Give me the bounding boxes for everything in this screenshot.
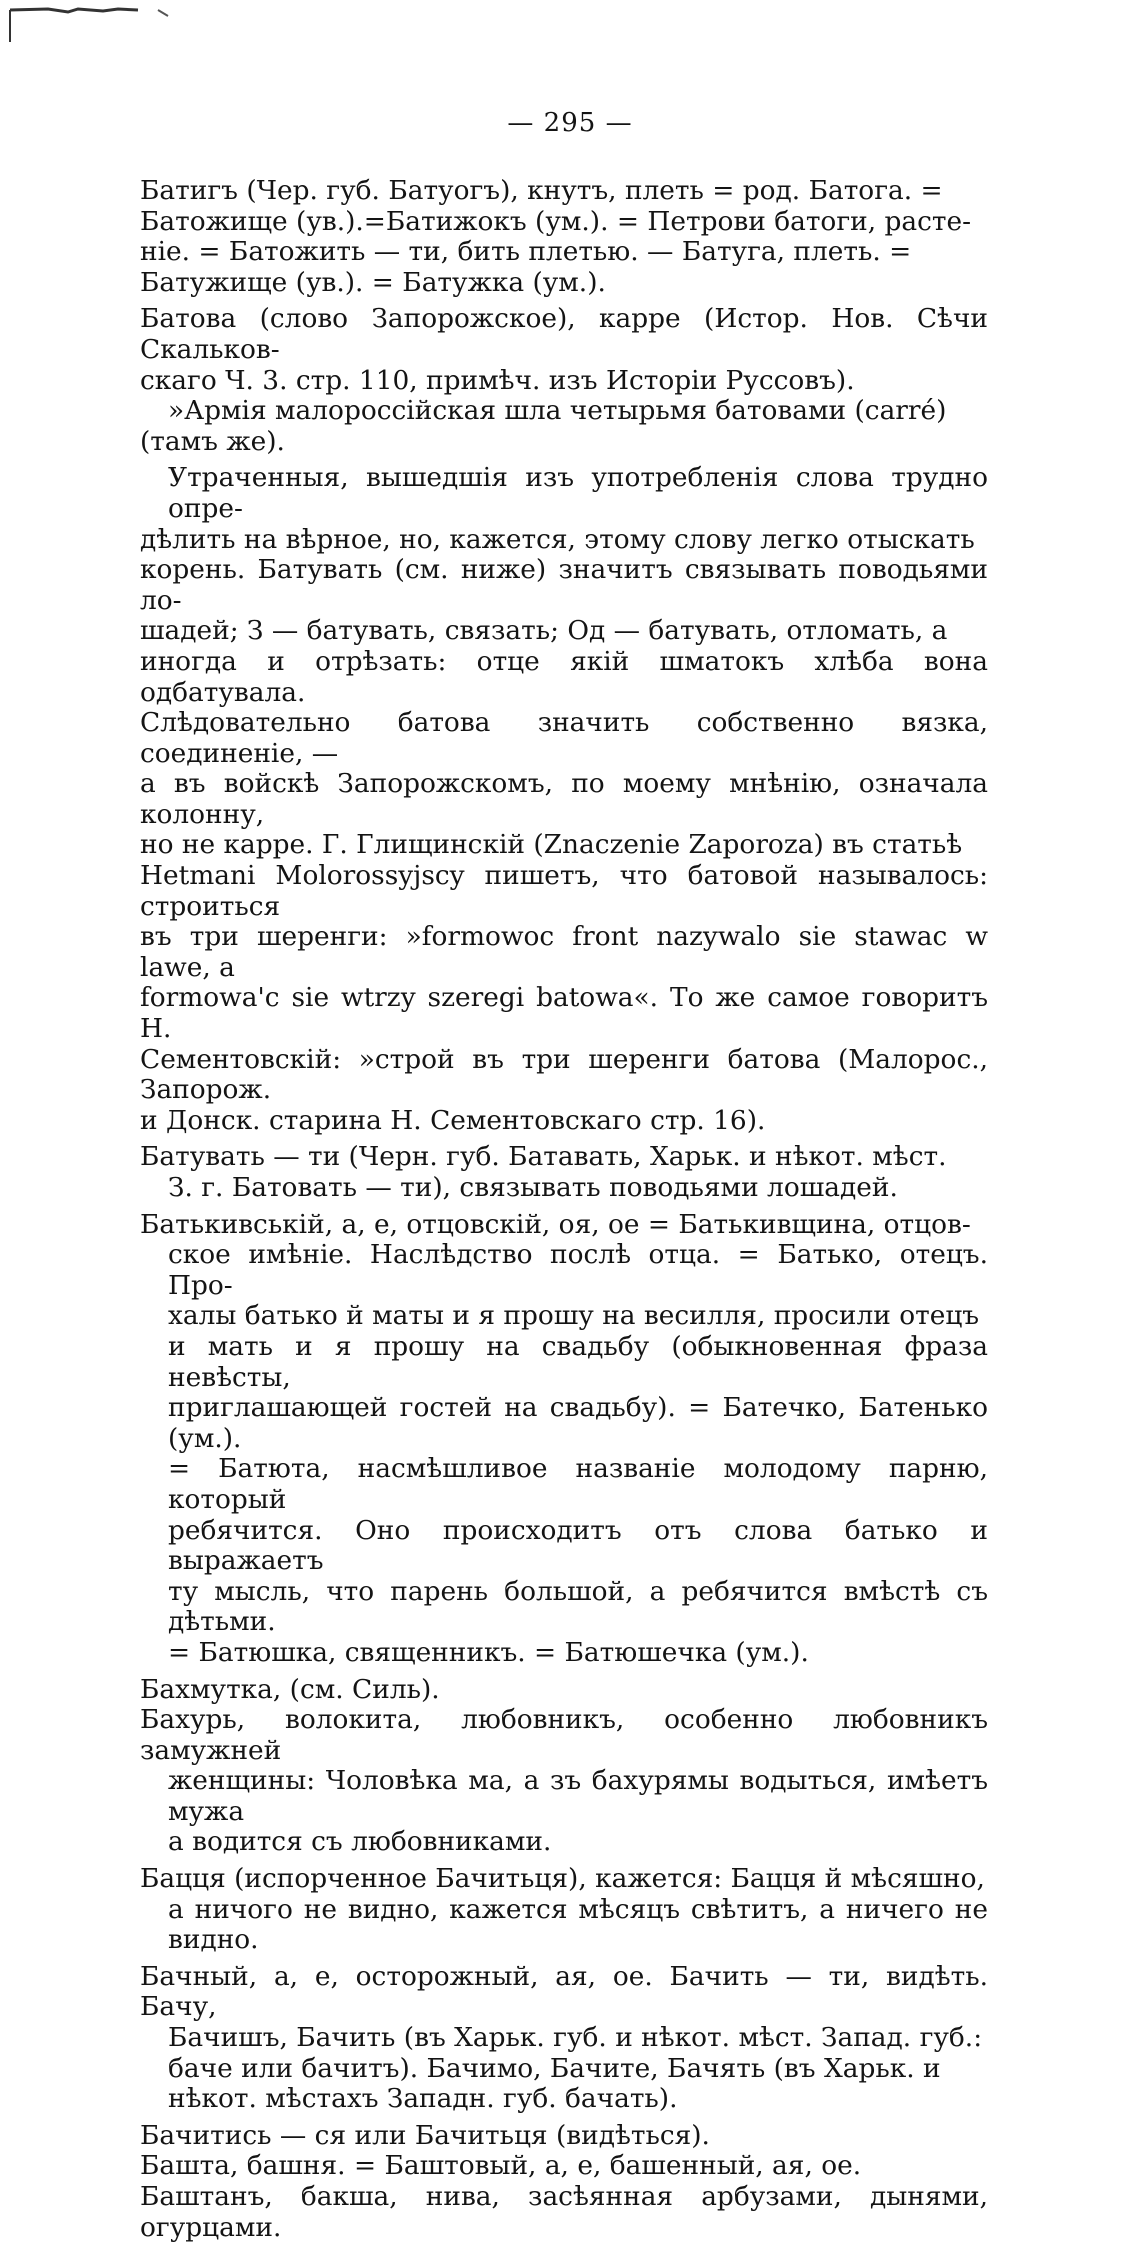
text-line: Сементовскій: »строй въ три шеренги батова (Малорос., Запорож. <box>140 1043 988 1106</box>
text-line: ніе. = Батожить — ти, бить плетью. — Батуга, плеть. = <box>140 236 912 268</box>
entry-bashta <box>140 2151 988 2182</box>
entry-bashtan <box>140 2182 988 2243</box>
text-line: нѣкот. мѣстахъ Западн. губ. бачать). <box>168 2083 678 2115</box>
commentary-paragraph <box>140 463 988 1136</box>
text-line: но не карре. Г. Глищинскій (Znaczenie Zaporoza) въ статьѣ <box>140 829 963 861</box>
text-line: приглашающей гостей на свадьбу). = Батечко, Батенько (ум.). <box>168 1392 988 1454</box>
text-line: Батувать — ти (Черн. губ. Батавать, Харьк. и нѣкот. мѣст. <box>140 1141 947 1173</box>
entry-bakhur <box>140 1705 988 1858</box>
text-line: Баштанъ, бакша, нива, засѣянная арбузами, дынями, огурцами. <box>140 2181 988 2243</box>
text-line: Слѣдовательно батова значить собственно вязка, соединеніе, — <box>140 707 988 769</box>
text-line: Утраченныя, вышедшія изъ употребленія слова трудно опре- <box>168 462 988 524</box>
text-line: Батькивській, а, е, отцовскій, оя, ое = Батькивщина, отцов- <box>140 1208 971 1240</box>
text-line: Батигъ (Чер. губ. Батуогъ), кнутъ, плеть = род. Батога. = <box>140 175 943 206</box>
text-line: Батова (слово Запорожское), карре (Истор. Нов. Сѣчи Скальков- <box>140 303 988 365</box>
text-line: Башта, башня. = Баштовый, а, е, башенный, ая, ое. <box>140 2150 862 2182</box>
text-line: Бахурь, волокита, любовникъ, особенно любовникъ замужней <box>140 1704 988 1766</box>
text-line: а ничого не видно, кажется мѣсяцъ свѣтитъ, а ничего не видно. <box>168 1893 988 1956</box>
text-line: а водится съ любовниками. <box>168 1826 552 1858</box>
text-line: иногда и отрѣзать: отце якій шматокъ хлѣба вона одбатувала. <box>140 645 988 708</box>
text-line: шадей; З — батувать, связать; Од — батувать, отломать, а <box>140 615 948 647</box>
text-line: и мать и я прошу на свадьбу (обыкновенная фраза невѣсты, <box>168 1330 988 1393</box>
text-line: ребячится. Оно происходитъ отъ слова батько и выражаетъ <box>168 1514 988 1577</box>
text-line: скаго Ч. 3. стр. 110, примѣч. изъ Исторіи Руссовъ). <box>140 364 855 396</box>
text-line: Бахмутка, (см. Силь). <box>140 1673 440 1705</box>
text-line: Hetmani Molorossyjscy пишетъ, что батовой называлось: строиться <box>140 860 988 922</box>
text-line: халы батько й маты и я прошу на весилля, просили отецъ <box>168 1300 980 1332</box>
text-line: Бачитись — ся или Бачитьця (видѣться). <box>140 2119 710 2151</box>
text-line: ту мысль, что парень большой, а ребячится вмѣстѣ съ дѣтьми. <box>168 1575 988 1638</box>
text-line: Бачишъ, Бачить (въ Харьк. губ. и нѣкот. мѣст. Запад. губ.: <box>168 2022 983 2054</box>
entry-batuvat <box>140 1142 988 1203</box>
entry-batova <box>140 304 988 396</box>
text-line: (тамъ же). <box>140 425 285 457</box>
text-line: баче или бачитъ). Бачимо, Бачите, Бачять (въ Харьк. и <box>168 2052 941 2084</box>
text-line: въ три шеренги: »formowoc front nazywalo sie stawac w lawe, a <box>140 921 988 983</box>
text-line: а въ войскѣ Запорожскомъ, по моему мнѣнію, означала колонну, <box>140 768 988 830</box>
text-line: дѣлить на вѣрное, но, кажется, этому слову легко отыскать <box>140 523 975 555</box>
entry-batkivskij <box>140 1210 988 1669</box>
text-line: = Батюта, насмѣшливое названіе молодому парню, который <box>168 1453 988 1515</box>
scan-artifact <box>8 6 188 46</box>
dictionary-text <box>140 176 988 2243</box>
text-line: = Батюшка, священникъ. = Батюшечка (ум.). <box>168 1636 809 1668</box>
text-line: »Армія малороссійская шла четырьмя батовами (carré) <box>168 395 947 427</box>
text-line: и Донск. старина Н. Сементовскаго стр. 16). <box>140 1104 766 1136</box>
entry-batig <box>140 176 988 298</box>
text-line: ское имѣніе. Наслѣдство послѣ отца. = Батько, отецъ. Про- <box>168 1239 988 1301</box>
text-line: женщины: Чоловѣка ма, а зъ бахурямы водыться, имѣетъ мужа <box>168 1765 988 1827</box>
text-line: Бачный, а, е, осторожный, ая, ое. Бачить — ти, видѣть. Бачу, <box>140 1960 988 2023</box>
entry-baccya <box>140 1864 988 1956</box>
text-line: formowa'c sie wtrzy szeregi batowa«. То же самое говоритъ Н. <box>140 982 988 1045</box>
text-line: Батожище (ув.).=Батижокъ (ум.). = Петрови батоги, расте- <box>140 205 972 237</box>
text-line: Бацця (испорченное Бачитьця), кажется: Бацця й мѣсяшно, <box>140 1863 985 1895</box>
page-number: — 295 — <box>507 108 633 138</box>
quote-paragraph <box>140 396 988 457</box>
entry-bachnyj <box>140 1962 988 2115</box>
entry-bachitis <box>140 2121 988 2152</box>
text-line: корень. Батувать (см. ниже) значитъ связывать поводьями ло- <box>140 554 988 616</box>
text-line: З. г. Батовать — ти), связывать поводьями лошадей. <box>168 1172 898 1203</box>
entry-bakhmutka <box>140 1675 988 1706</box>
text-line: Батужище (ув.). = Батужка (ум.). <box>140 266 606 298</box>
